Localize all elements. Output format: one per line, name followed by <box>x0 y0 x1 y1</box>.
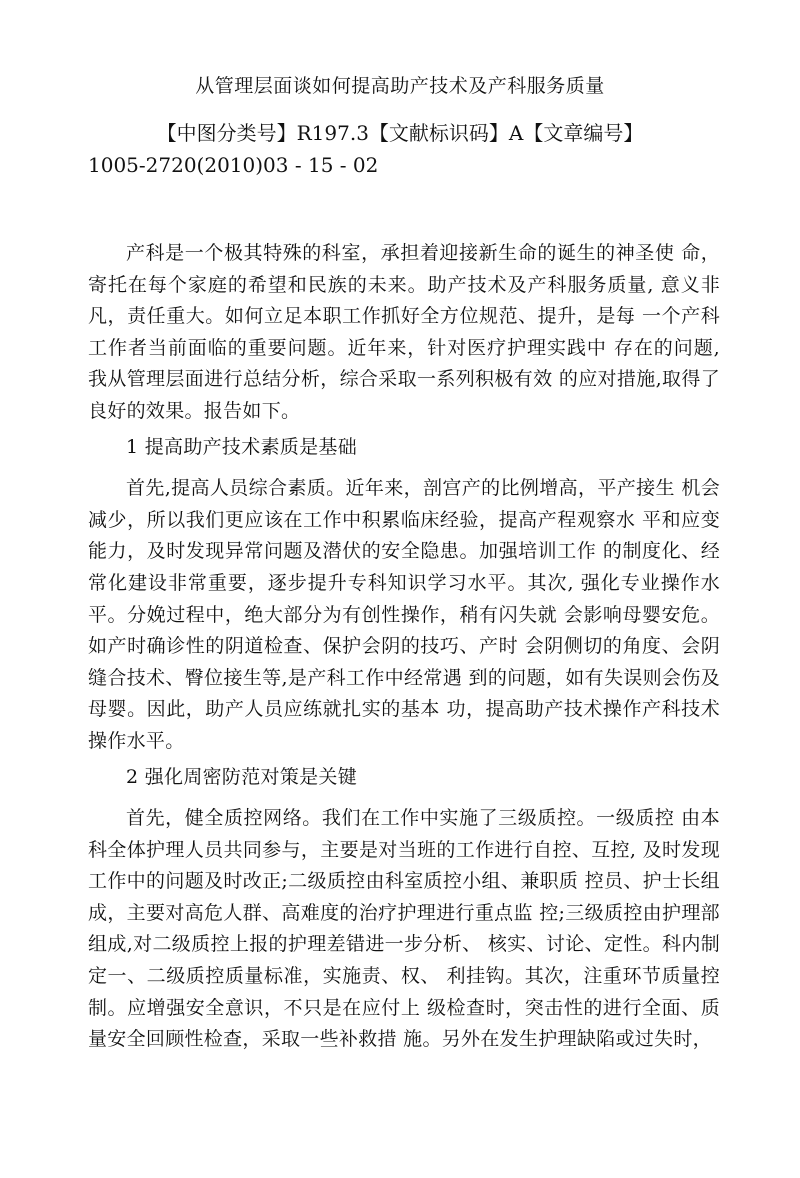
document-title: 从管理层面谈如何提高助产技术及产科服务质量 <box>195 75 605 97</box>
section-heading-1: 1 提高助产技术素质是基础 <box>126 435 358 458</box>
body-paragraph-section-2: 首先，健全质控网络。我们在工作中实施了三级质控。一级质控 由本科全体护理人员共同参与，主要是对当班的工作进行自控、互控, 及时发现工作中的问题及时改正;二级质控由科室质控小组、兼职质 控员、护士长组成，主要对高危人群、高难度的治疗护理进行重点监 控;三级质控由护理部组成,对二级质控上报的护理差错进一步分析、 核实、讨论、定性。科内制定一、二级质控质量标准，实施责、权、 利挂钩。其次，注重环节质量控制。应增强安全意识，不只是在应付上 级检查时，突击性的进行全面、质量安全回顾性检查，采取一些补救措 施。另外在发生护理缺陷或过失时， <box>88 807 720 1051</box>
body-paragraph-intro: 产科是一个极其特殊的科室，承担着迎接新生命的诞生的神圣使 命，寄托在每个家庭的希望和民族的未来。助产技术及产科服务质量, 意义非凡，责任重大。如何立足本职工作抓好全方位规范、提升，是每 一个产科工作者当前面临的重要问题。近年来，针对医疗护理实践中 存在的问题, 我从管理层面进行总结分析，综合采取一系列积极有效 的应对措施,取得了良好的效果。报告如下。 <box>88 242 720 422</box>
classification-line: 【中图分类号】R197.3【文献标识码】A【文章编号】 <box>156 121 644 145</box>
section-heading-2: 2 强化周密防范对策是关键 <box>126 765 358 788</box>
document-body <box>88 238 720 1056</box>
body-paragraph-section-1: 首先,提高人员综合素质。近年来，剖宫产的比例增高，平产接生 机会减少，所以我们更应该在工作中积累临床经验，提高产程观察水 平和应变能力，及时发现异常问题及潜伏的安全隐患。加强培训工作 的制度化、经常化建设非常重要，逐步提升专科知识学习水平。其次, 强化专业操作水平。分娩过程中，绝大部分为有创性操作，稍有闪失就 会影响母婴安危。如产时确诊性的阴道检查、保护会阴的技巧、产时 会阴侧切的角度、会阴缝合技术、臀位接生等,是产科工作中经常遇 到的问题，如有失误则会伤及母婴。因此，助产人员应练就扎实的基本 功，提高助产技术操作产科技术操作水平。 <box>88 477 720 752</box>
article-number: 1005-2720(2010)03 - 15 - 02 <box>88 153 379 177</box>
